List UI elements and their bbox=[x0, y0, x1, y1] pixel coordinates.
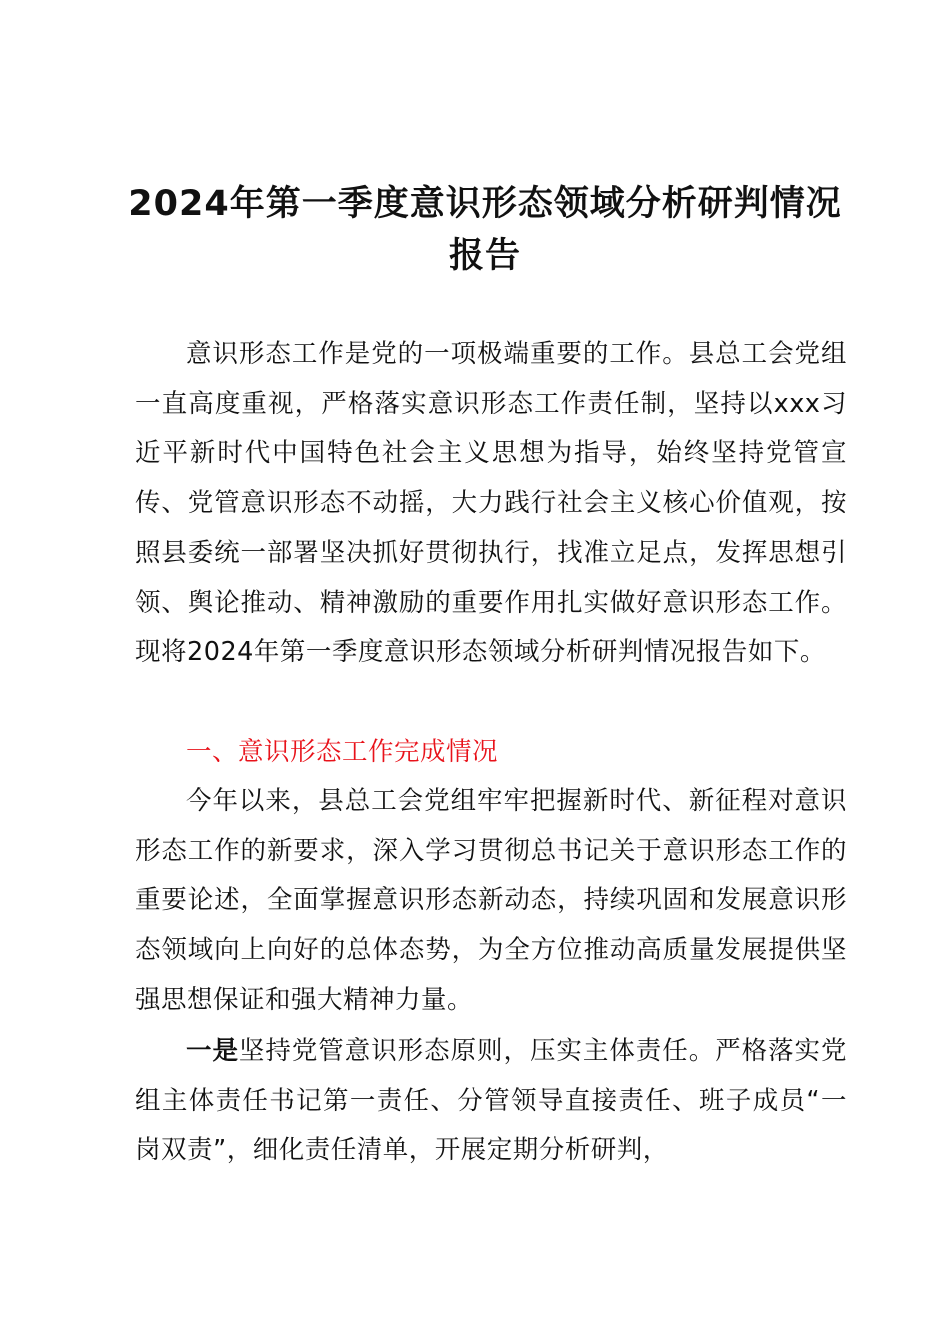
section-heading-1: 一、意识形态工作完成情况 bbox=[186, 737, 499, 767]
point-one-text: 坚持党管意识形态原则，压实主体责任。严格落实党组主体责任书记第一责任、分管领导直接责任、班子成员“一岗双责”，细化责任清单，开展定期分析研判， bbox=[135, 1036, 847, 1166]
intro-paragraph: 意识形态工作是党的一项极端重要的工作。县总工会党组一直高度重视，严格落实意识形态工作责任制，坚持以xxx习近平新时代中国特色社会主义思想为指导，始终坚持党管宣传、党管意识形态不动摇，大力践行社会主义核心价值观，按照县委统一部署坚决抓好贯彻执行，找准立足点，发挥思想引领、舆论推动、精神激励的重要作用扎实做好意识形态工作。现将2024年第一季度意识形态领域分析研判情况报告如下。 bbox=[135, 339, 847, 668]
point-one-lead: 一是 bbox=[186, 1036, 239, 1066]
document-title: 2024年第一季度意识形态领域分析研判情况报告 bbox=[128, 184, 842, 276]
section1-paragraph: 今年以来，县总工会党组牢牢把握新时代、新征程对意识形态工作的新要求，深入学习贯彻总书记关于意识形态工作的重要论述，全面掌握意识形态新动态，持续巩固和发展意识形态领域向上向好的总体态势，为全方位推动高质量发展提供坚强思想保证和强大精神力量。 bbox=[135, 786, 847, 1015]
point-one-paragraph bbox=[135, 1027, 847, 1176]
